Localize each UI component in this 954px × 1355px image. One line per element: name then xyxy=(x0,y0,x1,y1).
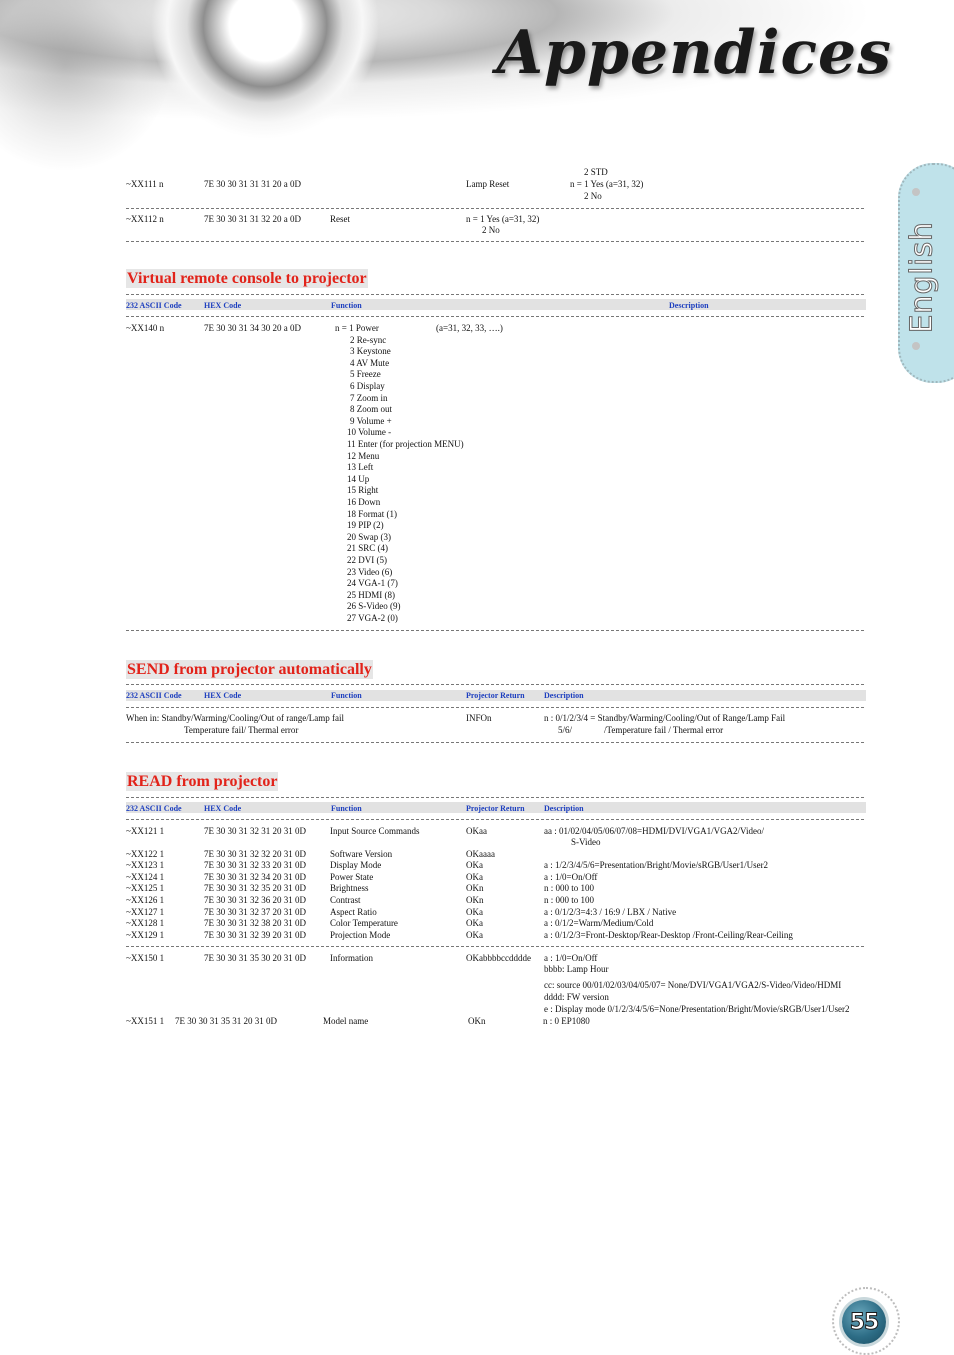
remote-hex: 7E 30 30 31 34 30 20 a 0D xyxy=(204,323,301,333)
info-desc-5: e : Display mode 0/1/2/3/4/5/6=None/Presentation/Bright/Movie/sRGB/User1/User2 xyxy=(544,1004,850,1014)
header-projector-return: Projector Return xyxy=(466,804,525,813)
page-number-badge: 55 xyxy=(842,1300,886,1344)
remote-item: 27 VGA-2 (0) xyxy=(347,612,398,623)
section-title-virtual-remote: Virtual remote console to projector xyxy=(127,270,367,287)
input-source-desc-cont: S-Video xyxy=(571,837,601,847)
reset-function: Reset xyxy=(330,214,350,224)
remote-item-power: n = 1 Power xyxy=(335,323,379,333)
read-row-ret: OKaaaa xyxy=(466,849,495,859)
remote-item: 18 Format (1) xyxy=(347,508,397,519)
read-row-hex: 7E 30 30 31 32 36 20 31 0D xyxy=(204,895,306,905)
read-row-code: ~XX121 1 xyxy=(126,826,165,836)
read-row-code: ~XX129 1 xyxy=(126,930,165,940)
read-row-desc: a : 0/1/2/3=4:3 / 16:9 / LBX / Native xyxy=(544,907,677,917)
remote-item: 22 DVI (5) xyxy=(347,554,387,565)
remote-item: 12 Menu xyxy=(347,450,380,461)
read-row-desc: n : 000 to 100 xyxy=(544,883,595,893)
info-function: Information xyxy=(330,953,373,963)
read-row-func: Power State xyxy=(330,872,374,882)
language-tab-label: English xyxy=(904,221,940,333)
read-row-func: Display Mode xyxy=(330,860,382,870)
remote-item: 26 S-Video (9) xyxy=(347,601,401,612)
read-row-code: ~XX123 1 xyxy=(126,860,165,870)
read-row-hex: 7E 30 30 31 32 33 20 31 0D xyxy=(204,860,306,870)
divider xyxy=(126,797,864,798)
reset-desc-2: 2 No xyxy=(482,225,500,235)
remote-item: 15 Right xyxy=(347,485,379,496)
read-row-ret: OKaa xyxy=(466,826,487,836)
reset-hex: 7E 30 30 31 31 32 20 a 0D xyxy=(204,214,301,224)
header-description: Description xyxy=(544,691,584,700)
lamp-reset-hex: 7E 30 30 31 31 31 20 a 0D xyxy=(204,179,301,189)
read-row-desc: n : 000 to 100 xyxy=(544,895,595,905)
read-row-hex: 7E 30 30 31 32 35 20 31 0D xyxy=(204,883,306,893)
read-row-func: Aspect Ratio xyxy=(330,907,377,917)
read-row-ret: OKa xyxy=(466,907,483,917)
read-row-ret: OKa xyxy=(466,930,483,940)
remote-item: 5 Freeze xyxy=(350,369,381,380)
read-row-func: Brightness xyxy=(330,883,369,893)
remote-item: 16 Down xyxy=(347,496,381,507)
lamp-reset-function: Lamp Reset xyxy=(466,179,510,189)
send-desc-2b: /Temperature fail / Thermal error xyxy=(604,725,724,735)
remote-item: 24 VGA-1 (7) xyxy=(347,578,398,589)
lamp-reset-code: ~XX111 n xyxy=(126,179,164,189)
read-row-func: Contrast xyxy=(330,895,361,905)
read-row-desc: a : 1/2/3/4/5/6=Presentation/Bright/Movie/sRGB/User1/User2 xyxy=(544,860,769,870)
header-ascii-code: 232 ASCII Code xyxy=(126,804,182,813)
header-projector-return: Projector Return xyxy=(466,691,525,700)
remote-item: 14 Up xyxy=(347,473,370,484)
remote-item: 25 HDMI (8) xyxy=(347,589,395,600)
divider xyxy=(126,208,864,209)
remote-item: 21 SRC (4) xyxy=(347,543,389,554)
send-desc-1: n : 0/1/2/3/4 = Standby/Warming/Cooling/Out of Range/Lamp Fail xyxy=(544,713,786,723)
remote-range: (a=31, 32, 33, ….) xyxy=(436,323,503,333)
header-function: Function xyxy=(331,691,362,700)
divider xyxy=(126,742,864,743)
divider xyxy=(126,630,864,631)
reset-code: ~XX112 n xyxy=(126,214,164,224)
divider xyxy=(126,707,864,708)
divider xyxy=(126,294,864,295)
read-row-func: Input Source Commands xyxy=(330,826,420,836)
remote-item: 7 Zoom in xyxy=(350,392,388,403)
header-ascii-code: 232 ASCII Code xyxy=(126,691,182,700)
remote-item: 13 Left xyxy=(347,462,374,473)
read-row-desc: aa : 01/02/04/05/06/07/08=HDMI/DVI/VGA1/VGA2/Video/ xyxy=(544,826,765,836)
read-row-code: ~XX126 1 xyxy=(126,895,165,905)
remote-item: 19 PIP (2) xyxy=(347,520,384,531)
read-row-desc: a : 0/1/2/3=Front-Desktop/Rear-Desktop /Front-Ceiling/Rear-Ceiling xyxy=(544,930,793,940)
section-title-read: READ from projector xyxy=(127,773,278,790)
read-row-hex: 7E 30 30 31 32 31 20 31 0D xyxy=(204,826,306,836)
divider xyxy=(126,819,864,820)
remote-item: 2 Re-sync xyxy=(350,334,387,345)
read-row-desc: a : 1/0=On/Off xyxy=(544,872,598,882)
read-row-code: ~XX127 1 xyxy=(126,907,165,917)
info-desc-1: a : 1/0=On/Off xyxy=(544,953,598,963)
remote-item: 20 Swap (3) xyxy=(347,531,391,542)
info-desc-4: dddd: FW version xyxy=(544,992,609,1002)
remote-item: 4 AV Mute xyxy=(350,357,390,368)
read-row-hex: 7E 30 30 31 32 32 20 31 0D xyxy=(204,849,306,859)
read-row-ret: OKa xyxy=(466,872,483,882)
page-title: Appendices xyxy=(496,18,892,88)
info-code: ~XX150 1 xyxy=(126,953,165,963)
read-row-code: ~XX122 1 xyxy=(126,849,165,859)
info-return: OKabbbbccdddde xyxy=(466,953,531,963)
remote-item: 6 Display xyxy=(350,380,385,391)
lamp-reset-desc-3: 2 No xyxy=(584,191,602,201)
model-hex: 7E 30 30 31 35 31 20 31 0D xyxy=(175,1016,277,1026)
read-row-ret: OKa xyxy=(466,918,483,928)
read-row-ret: OKn xyxy=(466,883,484,893)
model-function: Model name xyxy=(323,1016,369,1026)
read-row-hex: 7E 30 30 31 32 37 20 31 0D xyxy=(204,907,306,917)
header-hex-code: HEX Code xyxy=(204,804,242,813)
header-hex-code: HEX Code xyxy=(204,301,242,310)
remote-code: ~XX140 n xyxy=(126,323,165,333)
read-row-hex: 7E 30 30 31 32 39 20 31 0D xyxy=(204,930,306,940)
header-hex-code: HEX Code xyxy=(204,691,242,700)
section-title-send: SEND from projector automatically xyxy=(127,661,372,678)
read-row-desc: a : 0/1/2=Warm/Medium/Cold xyxy=(544,918,654,928)
read-row-ret: OKa xyxy=(466,860,483,870)
send-condition-2: Temperature fail/ Thermal error xyxy=(184,725,299,735)
remote-item: 3 Keystone xyxy=(350,346,391,357)
model-code: ~XX151 1 xyxy=(126,1016,165,1026)
remote-item: 8 Zoom out xyxy=(350,404,392,415)
info-hex: 7E 30 30 31 35 30 20 31 0D xyxy=(204,953,306,963)
header-description: Description xyxy=(669,301,709,310)
read-row-code: ~XX128 1 xyxy=(126,918,165,928)
read-row-func: Software Version xyxy=(330,849,393,859)
lamp-reset-desc-2: n = 1 Yes (a=31, 32) xyxy=(570,179,644,189)
read-row-hex: 7E 30 30 31 32 34 20 31 0D xyxy=(204,872,306,882)
header-function: Function xyxy=(331,804,362,813)
remote-item: 11 Enter (for projection MENU) xyxy=(347,438,464,449)
model-desc: n : 0 EP1080 xyxy=(543,1016,590,1026)
read-row-ret: OKn xyxy=(466,895,484,905)
lamp-reset-desc-1: 2 STD xyxy=(584,167,608,177)
reset-desc-1: n = 1 Yes (a=31, 32) xyxy=(466,214,540,224)
remote-item: 10 Volume - xyxy=(347,427,392,438)
model-return: OKn xyxy=(468,1016,486,1026)
divider xyxy=(126,684,864,685)
send-desc-2a: 5/6/ xyxy=(558,725,573,735)
divider xyxy=(126,316,864,317)
header-description: Description xyxy=(544,804,584,813)
read-row-func: Projection Mode xyxy=(330,930,391,940)
read-row-code: ~XX124 1 xyxy=(126,872,165,882)
remote-item: 23 Video (6) xyxy=(347,566,393,577)
divider xyxy=(126,241,864,242)
read-row-func: Color Temperature xyxy=(330,918,398,928)
info-desc-3: cc: source 00/01/02/03/04/05/07= None/DVI/VGA1/VGA2/S-Video/Video/HDMI xyxy=(544,980,842,990)
read-row-code: ~XX125 1 xyxy=(126,883,165,893)
remote-item: 9 Volume + xyxy=(350,415,392,426)
read-row-hex: 7E 30 30 31 32 38 20 31 0D xyxy=(204,918,306,928)
info-desc-2: bbbb: Lamp Hour xyxy=(544,964,609,974)
divider xyxy=(126,946,864,947)
send-return: INFOn xyxy=(466,713,492,723)
header-function: Function xyxy=(331,301,362,310)
header-ascii-code: 232 ASCII Code xyxy=(126,301,182,310)
send-condition-1: When in: Standby/Warming/Cooling/Out of range/Lamp fail xyxy=(126,713,344,723)
